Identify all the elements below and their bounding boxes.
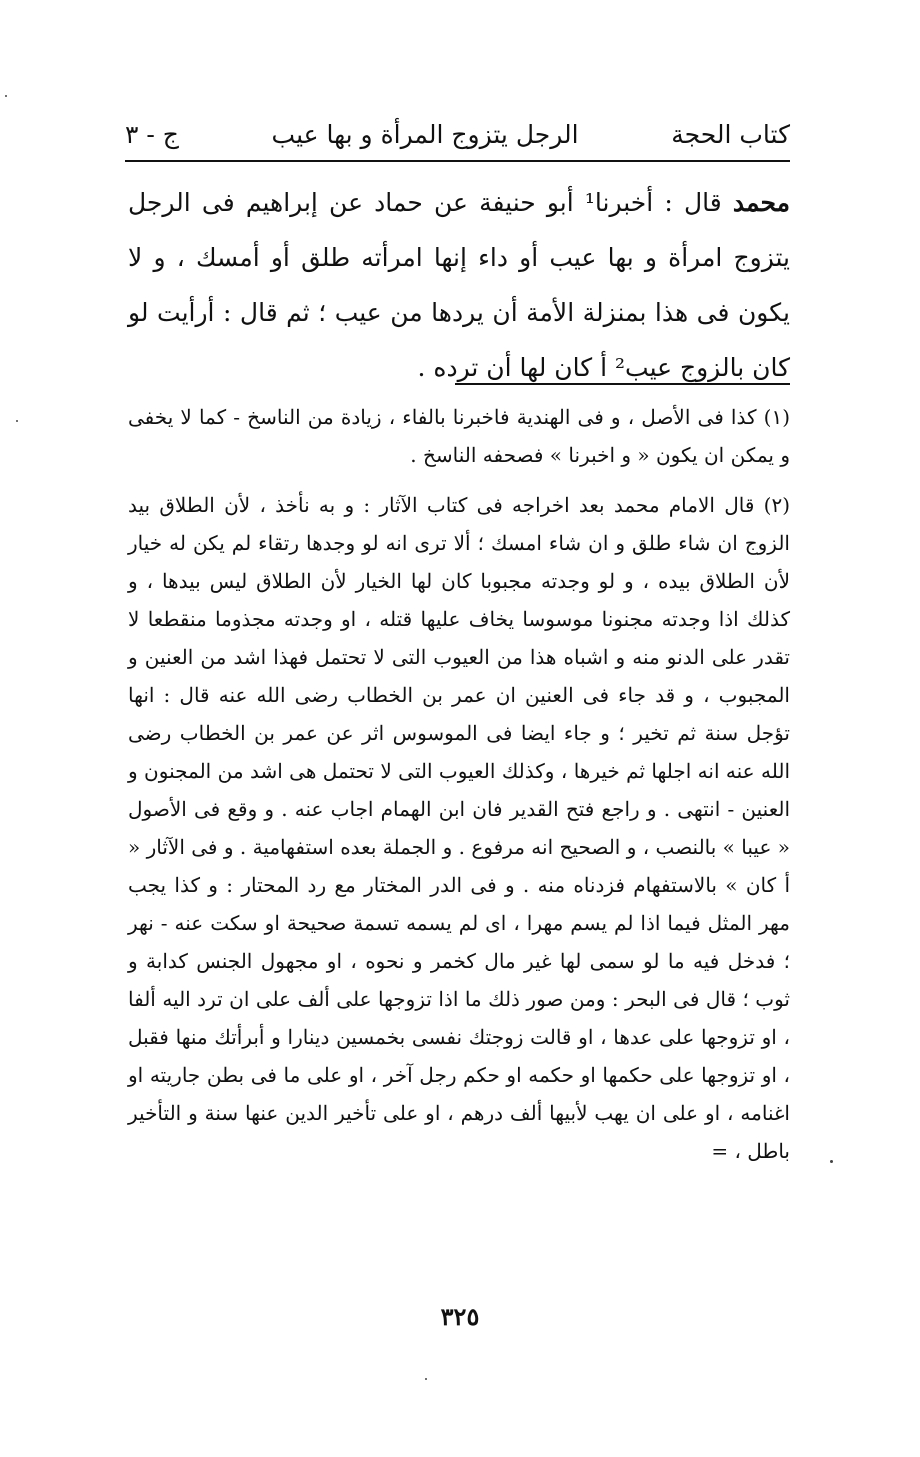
scan-speck (5, 95, 7, 97)
footnote-separator (455, 383, 790, 385)
running-header (125, 108, 790, 162)
scan-speck (425, 1378, 427, 1380)
footnote-2: (٢) قال الامام محمد بعد اخراجه فى كتاب الآثار : و به نأخذ ، لأن الطلاق بيد الزوج ان شاء طلق و ان شاء امسك ؛ ألا ترى انه لو وجدها رتقاء لم يكن له خيار لأن الطلاق بيده ، و لو وجدته مجبوبا كان لها الخيار لأن الطلاق ليس بيدها ، و كذلك اذا وجدته مجنونا موسوسا يخاف عليها قتله ، او وجدته مجذوما منقطعا لا تقدر على الدنو منه و اشباه هذا من العيوب التى لا تحتمل فهذا اشد من العنين و المجبوب ، و قد جاء فى العنين ان عمر بن الخطاب رضى الله عنه قال : انها تؤجل سنة ثم تخير ؛ و جاء ايضا فى الموسوس اثر عن عمر بن الخطاب رضى الله عنه انه اجلها ثم خيرها ، وكذلك العيوب التى لا تحتمل هى اشد من المجنون و العنين - انتهى . و راجع فتح القدير فان ابن الهمام اجاب عنه . و وقع فى الأصول « عيبا » بالنصب ، و الصحيح انه مرفوع . و الجملة بعده استفهامية . و فى الآثار « أ كان » بالاستفهام فزدناه منه . و فى الدر المختار مع رد المحتار : و كذا يجب مهر المثل فيما اذا لم يسم مهرا ، اى لم يسمه تسمة صحيحة او سكت عنه - نهر ؛ فدخل فيه ما لو سمى لها غير مال كخمر و نحوه ، او مجهول الجنس كدابة و ثوب ؛ قال فى البحر : ومن صور ذلك ما اذا تزوجها على ألف على ان ترد اليه ألفا ، او تزوجها على عدها ، او قالت زوجتك نفسى بخمسين دينارا و أبرأتك منها فقبل ، او تزوجها على حكمها او حكمه او حكم رجل آخر ، او على ما فى بطن جاريته او اغنامه ، او على ان يهب لأبيها ألف درهم ، او على تأخير الدين عنها سنة و التأخير باطل ، = (128, 493, 790, 1163)
book-title: كتاب الحجة (671, 119, 790, 149)
main-paragraph-text: قال : أخبرنا¹ أبو حنيفة عن حماد عن إبراهيم فى الرجل يتزوج امرأة و بها عيب أو داء إنها امرأته طلق أو أمسك ، و لا يكون فى هذا بمنزلة الأمة أن يردها من عيب ؛ ثم قال : أرأيت لو كان بالزوج عيب² أ كان لها أن ترده . (128, 188, 790, 382)
page-number: ٣٢٥ (440, 1302, 480, 1331)
scan-speck (830, 1160, 833, 1163)
footnotes-block (128, 398, 790, 1170)
main-paragraph (128, 175, 790, 395)
speaker-name: محمد (732, 188, 790, 217)
volume-number: ج - ٣ (125, 119, 179, 149)
chapter-title: الرجل يتزوج المرأة و بها عيب (271, 119, 579, 149)
scan-speck (16, 420, 18, 422)
footnote-1: (١) كذا فى الأصل ، و فى الهندية فاخبرنا بالفاء ، زيادة من الناسخ - كما لا يخفى و يمكن ان يكون « و اخبرنا » فصحفه الناسخ . (128, 405, 790, 467)
main-text-block (128, 175, 790, 395)
